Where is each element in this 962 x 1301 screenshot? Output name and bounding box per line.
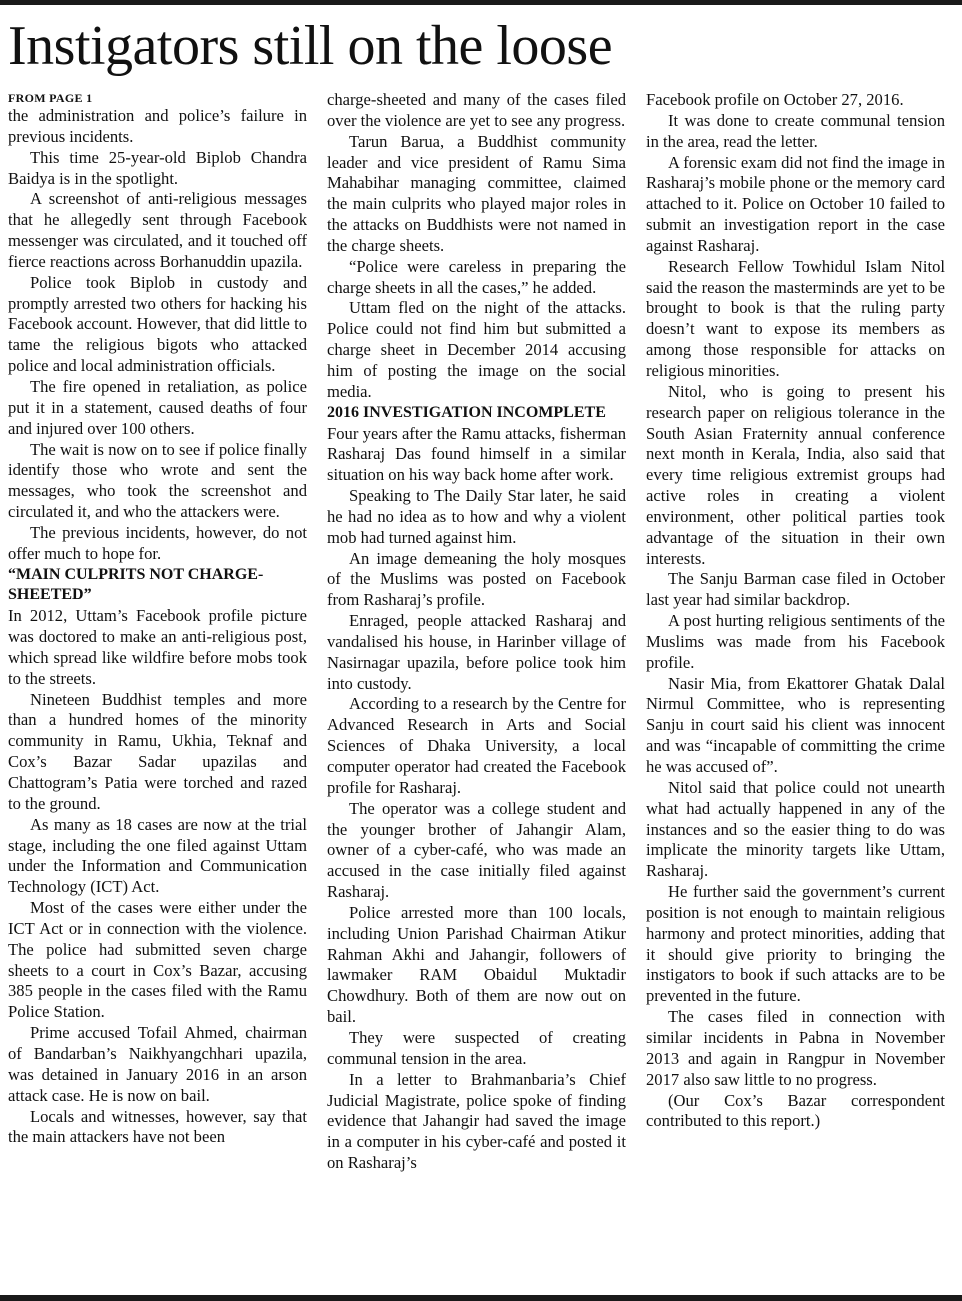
body-paragraph: Nitol, who is going to present his research paper on religious tolerance in the South Asian Fraternity annual conference next month in Kerala, India, also said that every time religious extremist groups had active roles in creating a violent environment, other political parties took advantage of the situation in their own interests. [646, 381, 945, 568]
body-paragraph: “Police were careless in preparing the charge sheets in all the cases,” he added. [327, 256, 626, 297]
body-paragraph: In a letter to Brahmanbaria’s Chief Judicial Magistrate, police spoke of finding evidence that Jahangir had saved the image in a computer in his cyber-café and posted it on Rasharaj’s [327, 1069, 626, 1173]
body-paragraph: The fire opened in retaliation, as police put it in a statement, caused deaths of four and injured over 100 others. [8, 376, 307, 438]
body-paragraph: Nineteen Buddhist temples and more than a hundred homes of the minority community in Ramu, Ukhia, Teknaf and Cox’s Bazar Sadar upazilas and Chattogram’s Patia were torched and razed to the ground. [8, 689, 307, 813]
body-paragraph: charge-sheeted and many of the cases filed over the violence are yet to see any progress. [327, 90, 626, 130]
body-paragraph: The operator was a college student and the younger brother of Jahangir Alam, owner of a cyber-café, who was made an accused in the case initially filed against Rasharaj. [327, 798, 626, 902]
body-paragraph: A screenshot of anti-religious messages that he allegedly sent through Facebook messenger was circulated, and it touched off fierce reactions across Borhanuddin upazila. [8, 189, 307, 271]
body-paragraph: They were suspected of creating communal tension in the area. [327, 1027, 626, 1068]
body-paragraph: This time 25-year-old Biplob Chandra Baidya is in the spotlight. [8, 147, 307, 188]
section-subheading: “MAIN CULPRITS NOT CHARGE-SHEETED” [8, 565, 264, 604]
body-paragraph: It was done to create communal tension in the area, read the letter. [646, 110, 945, 151]
body-paragraph: Prime accused Tofail Ahmed, chairman of Bandarban’s Naikhyangchhari upazila, was detained in January 2016 in an arson attack case. He is now on bail. [8, 1023, 307, 1105]
body-paragraph: He further said the government’s current position is not enough to maintain religious harmony and protect minorities, adding that it should give priority to bringing the instigators to book if such attacks are to be prevented in the future. [646, 882, 945, 1006]
body-paragraph: Police took Biplob in custody and promptly arrested two others for hacking his Facebook account. However, that did little to tame the religious bigots who attacked police and local administration officials. [8, 272, 307, 376]
section-subheading: 2016 INVESTIGATION INCOMPLETE [327, 403, 606, 421]
body-paragraph: A forensic exam did not find the image in Rasharaj’s mobile phone or the memory card attached to it. Police on October 10 failed to submit an investigation report in the case against Rasharaj. [646, 152, 945, 255]
body-paragraph: The Sanju Barman case filed in October last year had similar backdrop. [646, 569, 945, 610]
body-paragraph: Enraged, people attacked Rasharaj and vandalised his house, in Harinber village of Nasirnagar upazila, before police took him into custody. [327, 611, 626, 693]
top-rule [0, 0, 962, 5]
body-paragraph: Speaking to The Daily Star later, he said he had no idea as to how and why a violent mob had turned against him. [327, 486, 626, 547]
body-paragraph: An image demeaning the holy mosques of the Muslims was posted on Facebook from Rasharaj’s profile. [327, 548, 626, 610]
body-paragraph: Tarun Barua, a Buddhist community leader and vice president of Ramu Sima Mahabihar managing committee, claimed the main culprits who played major roles in the attacks on Buddhists were not named in the charge sheets. [327, 131, 626, 255]
body-paragraph: As many as 18 cases are now at the trial stage, including the one filed against Uttam under the Information and Communication Technology (ICT) Act. [8, 814, 307, 897]
body-paragraph: Nasir Mia, from Ekattorer Ghatak Dalal Nirmul Committee, who is representing Sanju in court said his client was innocent and was “incapable of committing the crime he was accused of”. [646, 673, 945, 776]
body-paragraph: A post hurting religious sentiments of the Muslims was made from his Facebook profile. [646, 611, 945, 672]
article-column-3 [646, 90, 945, 1290]
body-paragraph: According to a research by the Centre for Advanced Research in Arts and Social Sciences of Dhaka University, a local computer operator had created the Facebook profile for Rasharaj. [327, 694, 626, 797]
body-paragraph: (Our Cox’s Bazar correspondent contributed to this report.) [646, 1090, 945, 1131]
bottom-rule [0, 1295, 962, 1301]
body-paragraph: Locals and witnesses, however, say that the main attackers have not been [8, 1106, 307, 1147]
body-paragraph: the administration and police’s failure in previous incidents. [8, 106, 307, 146]
body-paragraph: Nitol said that police could not unearth what had actually happened in any of the instances and so the easier thing to do was implicate the minority targets like Uttam, Rasharaj. [646, 777, 945, 881]
article-column-1 [8, 90, 307, 1290]
body-paragraph: Research Fellow Towhidul Islam Nitol said the reason the masterminds are yet to be brought to book is that the ruling party doesn’t want to expose its members as among those responsible for attacks on religious minorities. [646, 256, 945, 380]
body-paragraph: In 2012, Uttam’s Facebook profile picture was doctored to make an anti-religious post, which spread like wildfire before mobs took to the streets. [8, 606, 307, 688]
body-paragraph: Most of the cases were either under the ICT Act or in connection with the violence. The police had submitted seven charge sheets to a court in Cox’s Bazar, accusing 385 people in the cases filed with the Ramu Police Station. [8, 898, 307, 1022]
body-paragraph: The wait is now on to see if police finally identify those who wrote and sent the messages, who took the screenshot and circulated it, and who the attackers were. [8, 439, 307, 522]
kicker: FROM PAGE 1 [8, 91, 93, 105]
body-paragraph: Four years after the Ramu attacks, fisherman Rasharaj Das found himself in a similar situation on his way back home after work. [327, 423, 626, 485]
headline: Instigators still on the loose [8, 15, 613, 77]
body-paragraph: Police arrested more than 100 locals, including Union Parishad Chairman Atikur Rahman Akhi and Jahangir, followers of lawmaker RAM Obaidul Muktadir Chowdhury. Both of them are now out on bail. [327, 902, 626, 1027]
article-column-2 [327, 90, 626, 1290]
body-paragraph: Facebook profile on October 27, 2016. [646, 90, 904, 109]
body-paragraph: The previous incidents, however, do not offer much to hope for. [8, 522, 307, 563]
body-paragraph: Uttam fled on the night of the attacks. Police could not find him but submitted a charge sheet in December 2014 accusing him of posting the image on the social media. [327, 298, 626, 401]
body-paragraph: The cases filed in connection with similar incidents in Pabna in November 2013 and again in Rangpur in November 2017 also saw little to no progress. [646, 1007, 945, 1089]
